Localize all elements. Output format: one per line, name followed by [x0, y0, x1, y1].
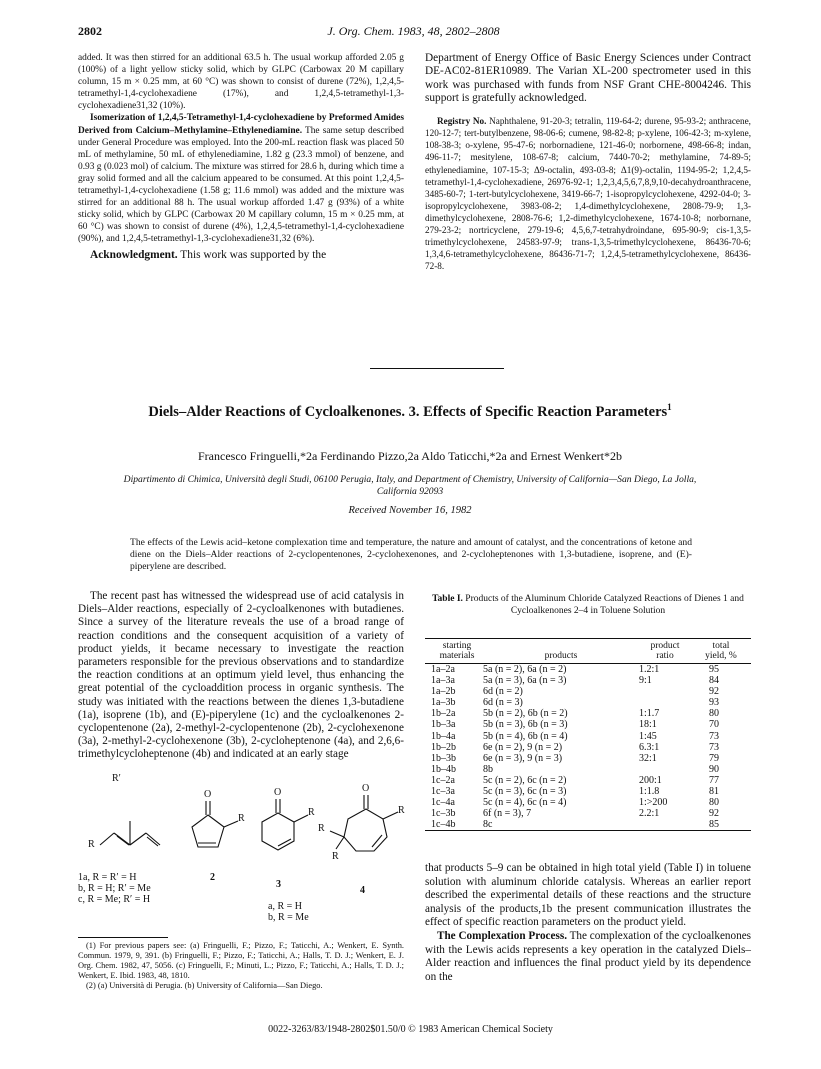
paragraph-isomerization	[78, 112, 404, 245]
cell-yield: 85	[691, 819, 751, 831]
registry-numbers	[425, 115, 751, 272]
cell-ratio: 2.2:1	[639, 808, 660, 820]
cell-yield: 92	[709, 808, 719, 820]
cell-yield: 77	[709, 774, 719, 786]
cyclopentenone-2-structure	[192, 801, 238, 847]
cell-products: 5b (n = 2), 6b (n = 2)	[483, 708, 568, 720]
table-row	[425, 753, 751, 764]
cell-products: 5c (n = 4), 6c (n = 4)	[483, 797, 567, 809]
ketone-4-R-left: R	[318, 823, 325, 834]
ketone-4-R-low: R	[332, 851, 339, 862]
table-caption-text: Products of the Aluminum Chloride Catalyzed Reactions of Dienes 1 and Cycloalkenones 2–4 in Toluene Solution	[462, 594, 744, 616]
complexation-text: The complexation of the cycloalkenones with the Lewis acids represents a key operation in the catalyzed Diels–Alder reaction and influences the final product yield by its dependence on the	[425, 929, 752, 983]
ketone-4-R: R	[398, 805, 405, 816]
table-row	[425, 819, 751, 831]
table-row	[425, 697, 751, 708]
cell-products: 8b	[483, 763, 493, 775]
complexation-heading: The Complexation Process.	[437, 929, 567, 942]
copyright-footer: 0022-3263/83/1948-2802$01.50/0 © 1983 American Chemical Society	[268, 1024, 553, 1035]
cell-starting-materials: 1c–4b	[425, 819, 483, 831]
cell-starting-materials: 1a–2a	[431, 664, 455, 675]
table-row	[425, 675, 751, 686]
cell-yield: 70	[709, 719, 719, 731]
section-divider	[370, 368, 504, 369]
journal-name: J. Org. Chem.	[327, 24, 395, 38]
cell-ratio: 1:1.8	[639, 786, 660, 798]
table-body	[425, 664, 751, 831]
cell-products: 6d (n = 3)	[483, 697, 523, 709]
table-caption	[425, 594, 751, 617]
paragraph-acknowledgment	[78, 248, 404, 262]
cell-starting-materials: 1a–3b	[431, 697, 456, 709]
table-header-yield: total yield, %	[691, 639, 751, 664]
article-authors: Francesco Fringuelli,*2a Ferdinando Pizzo,2a Aldo Taticchi,*2a and Ernest Wenkert*2b	[198, 449, 622, 463]
table-products	[425, 638, 751, 831]
cell-ratio	[639, 686, 691, 697]
diene-1-structure	[100, 821, 160, 846]
table-header-starting-materials: starting materials	[425, 639, 483, 664]
right-column-top	[425, 52, 751, 272]
journal-year: 1983,	[394, 24, 428, 38]
intro-text: The recent past has witnessed the widespread use of acid catalysis in Diels–Alder reactions, especially of 2-cycloalkenones with butadienes. Since a survey of the literature reveals the use of a broad range of reaction conditions and the consequent acquisition of a variety of product yields, it became necessary to investigate the reaction parameters responsible for the previous observations and to standardize the reaction conditions at an optimum yield level, thus enhancing the great potential of the cycloaddition process in organic synthesis. The study was initiated with the reactions between the dienes 1,3-butadiene (1a), isoprene (1b), and (E)-piperylene (1c) and the cycloalkenones 2-cyclopentenone (2a), 2-methyl-2-cyclopentenone (2b), 2-cyclohexenone (3a), 2-methyl-2-cyclohexenone (3b), 2-cycloheptenone (4a), and 2,6,6-trimethylcycloheptenone (4b) and indicated at an early stage	[78, 590, 404, 761]
table-header-products: products	[483, 639, 639, 664]
article-abstract: The effects of the Lewis acid–ketone complexation time and temperature, the nature and amount of catalyst, and the concentrations of ketone and diene on the Diels–Alder reactions of 2-cyclopentenones, 2-cyclohexenones, and 2-cycloheptenones with 1,3-butadiene, isoprene, and (E)-piperylene are described.	[130, 537, 692, 573]
acknowledgment-heading: Acknowledgment.	[90, 248, 178, 261]
cell-yield: 95	[709, 664, 719, 675]
ketone-2-oxygen: O	[204, 789, 212, 800]
table-row	[425, 708, 751, 719]
table-caption-label: Table I.	[432, 594, 463, 604]
cell-ratio: 1.2:1	[639, 664, 660, 675]
cycloheptenone-4-structure	[330, 795, 398, 851]
cell-yield: 73	[709, 741, 719, 753]
cell-starting-materials: 1c–3b	[431, 808, 456, 820]
cell-starting-materials: 1c–3a	[431, 786, 455, 798]
table-row	[425, 731, 751, 742]
cell-yield: 92	[709, 686, 719, 698]
cyclohexenone-3-structure	[262, 799, 308, 850]
article-title	[120, 397, 700, 422]
table-row	[425, 719, 751, 730]
diene-label-R-prime: R′	[112, 773, 121, 784]
cell-yield: 84	[709, 675, 719, 687]
table-row	[425, 797, 751, 808]
ketone-2-R: R	[238, 813, 245, 824]
cell-yield: 81	[709, 786, 719, 798]
cell-products: 5c (n = 3), 6c (n = 3)	[483, 786, 567, 798]
paragraph-continued: added. It was then stirred for an additional 63.5 h. The usual workup afforded 2.05 g (100%) of a light yellow sticky solid, which by GLPC (Carbowax 20 M capillary column, 15 m × 0.25 mm, at 60 °C) was shown to consist of durene (72%), 1,2,4,5-tetramethyl-1,4-cyclohexadiene (17%), and 1,2,4,5-tetramethyl-1,3-cyclohexadiene31,32 (10%).	[78, 53, 404, 112]
footnote-divider	[78, 937, 168, 938]
received-date: Received November 16, 1982	[348, 505, 472, 516]
compound-4-label: 4	[360, 885, 365, 896]
cell-starting-materials: 1b–2b	[431, 741, 456, 753]
ketone-4-oxygen: O	[362, 783, 370, 794]
left-column-top	[78, 52, 404, 262]
cell-products: 6e (n = 3), 9 (n = 3)	[483, 752, 563, 764]
article-title-footnote-mark: 1	[667, 402, 672, 412]
cell-products: 6f (n = 3), 7	[483, 808, 532, 820]
section-heading-isomerization: Isomerization of 1,2,4,5-Tetramethyl-1,4-cyclohexadiene by Preformed Amides Derived from Calcium–Methylamine–Ethylenediamine.	[78, 113, 404, 136]
cell-starting-materials: 1c–2a	[431, 774, 455, 786]
cell-products: 8c	[483, 819, 639, 831]
running-header	[78, 24, 749, 42]
footnotes	[78, 941, 404, 991]
page-number: 2802	[78, 24, 102, 38]
article-affiliation: Dipartimento di Chimica, Università degli Studi, 06100 Perugia, Italy, and Department of Chemistry, University of California—San Diego, La Jolla, California 92093	[123, 474, 697, 497]
right-bottom-text: that products 5–9 can be obtained in high total yield (Table I) in toluene solution with aluminum chloride catalysis. Whereas an earlier report described the experimental details of these reactions and the structure analysis of the products,1b the present communication illustrates the effect of specific reaction parameters on the product yield.	[425, 862, 751, 929]
cell-yield: 79	[709, 752, 719, 764]
cell-ratio: 9:1	[639, 675, 652, 687]
cell-ratio: 32:1	[639, 752, 657, 764]
article-title-text: Diels–Alder Reactions of Cycloalkenones. 3. Effects of Specific Reaction Parameters	[148, 403, 668, 420]
cell-ratio: 1:1.7	[639, 708, 660, 720]
cell-products: 5b (n = 3), 6b (n = 3)	[483, 719, 568, 731]
cell-yield: 80	[709, 797, 719, 809]
cell-ratio: 18:1	[639, 719, 657, 731]
cell-ratio	[639, 819, 691, 831]
introduction-paragraph	[78, 590, 404, 762]
cell-yield: 80	[709, 708, 719, 720]
acknowledgment-continued: Department of Energy Office of Basic Energy Sciences under Contract DE-AC02-81ER10989. The Varian XL-200 spectrometer used in this work was purchased with funds from NSF Grant CHE-8004246. This support is gratefully acknowledged.	[425, 52, 751, 104]
cell-ratio: 200:1	[639, 774, 662, 786]
compound-3-label: 3	[276, 879, 281, 890]
cell-starting-materials: 1b–3a	[431, 719, 456, 731]
journal-pages: , 2802–2808	[439, 24, 500, 38]
cell-products: 5c (n = 2), 6c (n = 2)	[483, 774, 567, 786]
cell-products: 5a (n = 3), 6a (n = 3)	[483, 675, 567, 687]
footnote-1: (1) For previous papers see: (a) Fringuelli, F.; Pizzo, F.; Taticchi, A.; Wenkert, E. Synth. Commun. 1979, 9, 391. (b) Fringuelli, F.; Pizzo, F.; Taticchi, A.; Halls, T. D. J.; Wenkert, E. J. Org. Chem. 1982, 47, 5056. (c) Fringuelli, F.; Minuti, L.; Pizzo, F.; Taticchi, A.; Halls, T. D. J.; Wenkert, E. Ibid. 1983, 48, 1810.	[78, 941, 404, 981]
cell-yield: 90	[709, 763, 719, 775]
isomerization-text: The same setup described under General Procedure was employed. Into the 200-mL reaction flask was placed 50 mL of methylamine, 50 mL of ethylenediamine, 1.82 g (23.3 mmol) of benzene, and 0.93 g (0.023 mol) of calcium. The mixture was stirred for 28.6 h, during which time a gray solid formed and all the calcium appeared to be consumed. At this point 1,2,4,5-tetramethyl-1,4-cyclohexadiene (1.58 g; 11.6 mmol) was added and the mixture was stirred for an additional 88 h. The usual workup afforded 1.47 g (93%) of a white sticky solid, which by GLPC (Carbowax 20 M capillary column, 15 m × 0.25 mm, at 60 °C) was shown to consist of durene (4%), 1,2,4,5-tetramethyl-1,4-cyclohexadiene (90%), and 1,2,4,5-tetramethyl-1,3-cyclohexadiene31,32 (6%).	[78, 125, 404, 245]
cell-starting-materials: 1b–3b	[431, 752, 456, 764]
cell-yield: 93	[709, 697, 719, 709]
cell-starting-materials: 1a–3a	[431, 675, 455, 687]
diene-label-R: R	[88, 839, 95, 850]
cell-products: 5a (n = 2), 6a (n = 2)	[483, 664, 567, 675]
registry-heading: Registry No.	[437, 116, 487, 127]
cell-starting-materials: 1b–4a	[431, 730, 456, 742]
cell-starting-materials: 1b–2a	[431, 708, 456, 720]
table-row	[425, 808, 751, 819]
cell-yield: 73	[709, 730, 719, 742]
right-column-bottom	[425, 862, 751, 984]
table-row	[425, 742, 751, 753]
table-header-ratio: product ratio	[639, 639, 691, 664]
table-row	[425, 764, 751, 775]
cell-ratio: 1:45	[639, 730, 657, 742]
journal-volume: 48	[427, 24, 440, 38]
cell-products: 6d (n = 2)	[483, 686, 523, 698]
compound-3-legend: a, R = H b, R = Me	[268, 901, 309, 923]
compound-1-legend: 1a, R = R′ = H b, R = H; R′ = Me c, R = Me; R′ = H	[78, 872, 151, 905]
cell-products: 6e (n = 2), 9 (n = 2)	[483, 741, 563, 753]
footnote-2: (2) (a) Università di Perugia. (b) University of California—San Diego.	[86, 981, 323, 991]
cell-ratio: 1:>200	[639, 797, 668, 809]
table-row	[425, 775, 751, 786]
cell-ratio: 6.3:1	[639, 741, 660, 753]
chemical-structures	[78, 775, 408, 925]
ketone-3-oxygen: O	[274, 787, 282, 798]
compound-2-label: 2	[210, 872, 215, 883]
journal-citation	[78, 24, 749, 39]
acknowledgment-text: This work was supported by the	[177, 248, 327, 261]
cell-products: 5b (n = 4), 6b (n = 4)	[483, 730, 568, 742]
cell-starting-materials: 1c–4a	[431, 797, 455, 809]
cell-ratio	[639, 764, 691, 775]
table-row	[425, 664, 751, 676]
registry-text: Naphthalene, 91-20-3; tetralin, 119-64-2; durene, 95-93-2; anthracene, 120-12-7; tert-butylbenzene, 98-06-6; cumene, 98-82-8; p-xylene, 106-42-3; m-xylene, 108-38-3; o-xylene, 95-47-6; norbornadiene, 121-46-0; norbornene, 498-66-8; indan, 496-11-7; mesitylene, 108-67-8; calcium, 7440-70-2; methylamine, 74-89-5; ethylenediamine, 107-15-3; Δ9-octalin, 493-03-8; Δ1(9)-octalin, 1194-95-2; 1,2,4,5-tetramethyl-1,4-cyclohexadiene, 26976-92-1; 1,2,3,4,5,6,7,8,9,10-decahydroanthracene, 3485-60-7; 1-tert-butylcyclohexene, 3419-66-7; 1-isopropylcyclohexene, 4292-04-0; 3-isopropylcyclohexene, 3983-08-2; 1,4-dimethylcyclohexene, 2808-79-9; 1,3-dimethylcyclohexene, 2808-76-6; 1,2-dimethylcyclohexene, 1674-10-8; norbornane, 279-23-2; nortricyclene, 279-19-6; 4,5,6,7-tetrahydroindane, 695-90-9; cis-1,3,5-trimethylcyclohexene, 24583-97-9; trans-1,3,5-trimethylcyclohexene, 86436-70-6; 1,3,4,6-tetramethylcyclohexene, 86436-71-7; 1,2,4,5-tetramethylcyclohexene, 86436-72-8.	[425, 116, 751, 272]
cell-starting-materials: 1a–2b	[431, 686, 456, 698]
table-row	[425, 686, 751, 697]
complexation-paragraph	[425, 930, 751, 984]
cell-ratio	[639, 697, 691, 708]
ketone-3-R: R	[308, 807, 315, 818]
cell-starting-materials: 1b–4b	[431, 763, 456, 775]
table-row	[425, 786, 751, 797]
